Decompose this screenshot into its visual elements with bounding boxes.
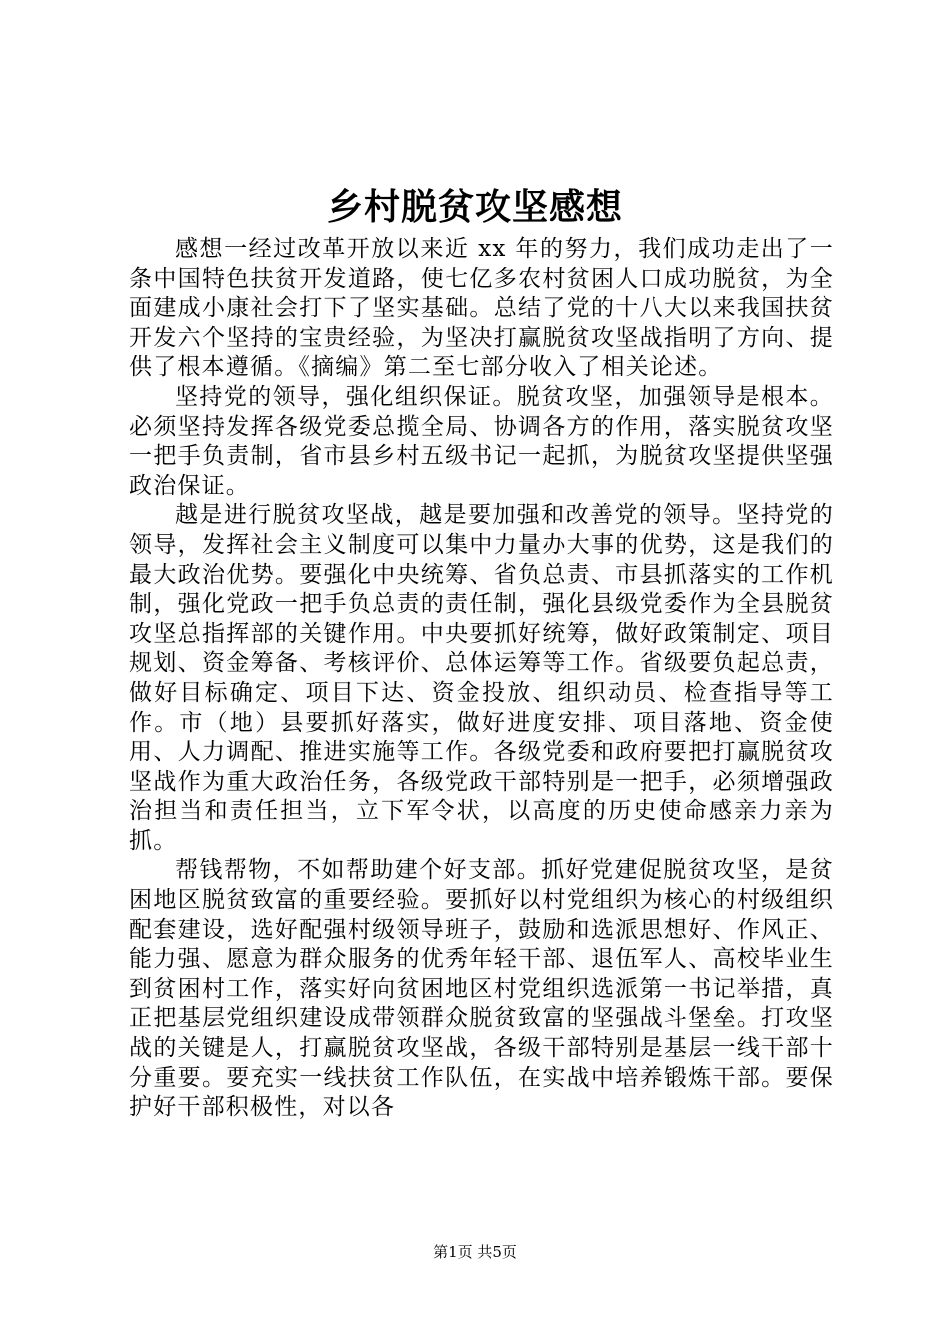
document-body [129,235,834,1123]
paragraph: 越是进行脱贫攻坚战，越是要加强和改善党的领导。坚持党的领导，发挥社会主义制度可以集中力量办大事的优势，这是我们的最大政治优势。要强化中央统筹、省负总责、市县抓落实的工作机制，强化党政一把手负总责的责任制，强化县级党委作为全县脱贫攻坚总指挥部的关键作用。中央要抓好统筹，做好政策制定、项目规划、资金筹备、考核评价、总体运筹等工作。省级要负起总责，做好目标确定、项目下达、资金投放、组织动员、检查指导等工作。市（地）县要抓好落实，做好进度安排、项目落地、资金使用、人力调配、推进实施等工作。各级党委和政府要把打赢脱贫攻坚战作为重大政治任务，各级党政干部特别是一把手，必须增强政治担当和责任担当，立下军令状，以高度的历史使命感亲力亲为抓。 [129,502,834,854]
document-title: 乡村脱贫攻坚感想 [326,186,623,228]
paragraph: 坚持党的领导，强化组织保证。脱贫攻坚，加强领导是根本。必须坚持发挥各级党委总揽全局、协调各方的作用，落实脱贫攻坚一把手负责制，省市县乡村五级书记一起抓，为脱贫攻坚提供坚强政治保证。 [129,383,834,499]
paragraph: 帮钱帮物，不如帮助建个好支部。抓好党建促脱贫攻坚，是贫困地区脱贫致富的重要经验。要抓好以村党组织为核心的村级组织配套建设，选好配强村级领导班子，鼓励和选派思想好、作风正、能力强、愿意为群众服务的优秀年轻干部、退伍军人、高校毕业生到贫困村工作，落实好向贫困地区村党组织选派第一书记举措，真正把基层党组织建设成带领群众脱贫致富的坚强战斗堡垒。打攻坚战的关键是人，打赢脱贫攻坚战，各级干部特别是基层一线干部十分重要。要充实一线扶贫工作队伍，在实战中培养锻炼干部。要保护好干部积极性，对以各 [129,857,834,1121]
page-number-footer: 第1页 共5页 [433,1243,517,1261]
paragraph: 感想一经过改革开放以来近 xx 年的努力，我们成功走出了一条中国特色扶贫开发道路，使七亿多农村贫困人口成功脱贫，为全面建成小康社会打下了坚实基础。总结了党的十八大以来我国扶贫开发六个坚持的宝贵经验，为坚决打赢脱贫攻坚战指明了方向、提供了根本遵循。《摘编》第二至七部分收入了相关论述。 [129,236,834,381]
